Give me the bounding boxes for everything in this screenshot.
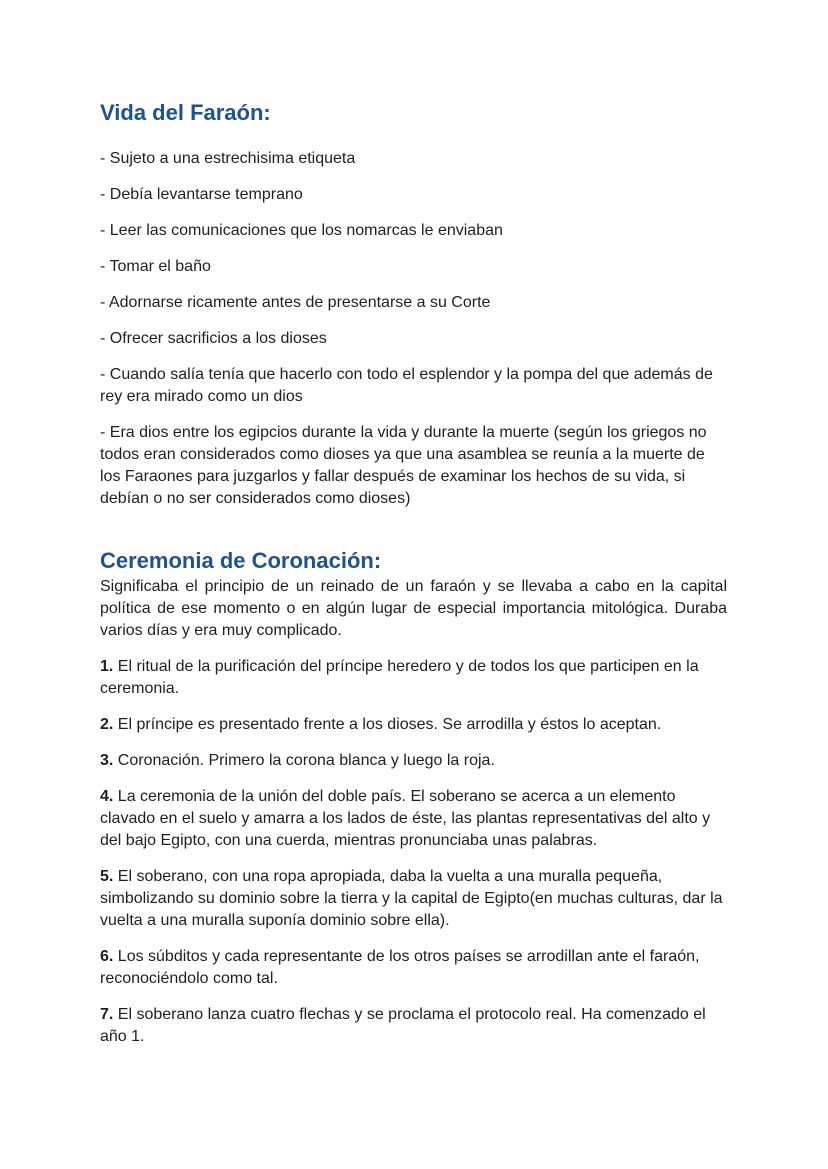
step-item <box>100 866 727 932</box>
step-item <box>100 786 727 852</box>
step-item <box>100 946 727 990</box>
list-item: - Sujeto a una estrechisima etiqueta <box>100 150 356 167</box>
step-number: 3. <box>100 752 114 769</box>
list-item: - Debía levantarse temprano <box>100 186 303 203</box>
list-item: - Cuando salía tenía que hacerlo con todo el esplendor y la pompa del que además de rey era mirado como un dios <box>100 366 713 405</box>
section-vida-del-faraon <box>100 98 727 510</box>
intro-paragraph: Significaba el principio de un reinado de un faraón y se llevaba a cabo en la capital política de ese momento o en algún lugar de especial importancia mitológica. Duraba varios días y era muy complicado. <box>100 578 727 639</box>
step-text: El príncipe es presentado frente a los dioses. Se arrodilla y éstos lo aceptan. <box>113 716 662 733</box>
step-item <box>100 1004 727 1048</box>
list-item: - Era dios entre los egipcios durante la vida y durante la muerte (según los griegos no todos eran considerados como dioses ya que una asamblea se reunía a la muerte de los Faraones para juzgarlos y fallar después de examinar los hechos de su vida, si debían o no ser considerados como dioses) <box>100 424 707 507</box>
step-number: 6. <box>100 948 114 965</box>
step-text: El soberano, con una ropa apropiada, daba la vuelta a una muralla pequeña, simbolizando su dominio sobre la tierra y la capital de Egipto(en muchas culturas, dar la vuelta a una muralla suponía dominio sobre ella). <box>100 868 723 929</box>
section-title: Ceremonia de Coronación: <box>100 548 382 573</box>
step-item <box>100 750 727 772</box>
step-text: La ceremonia de la unión del doble país. El soberano se acerca a un elemento clavado en el suelo y amarra a los lados de éste, las plantas representativas del alto y del bajo Egipto, con una cuerda, mientras pronunciaba unas palabras. <box>100 788 711 849</box>
step-number: 7. <box>100 1006 114 1023</box>
list-item: - Ofrecer sacrificios a los dioses <box>100 330 327 347</box>
step-text: Los súbditos y cada representante de los otros países se arrodillan ante el faraón, reconociéndolo como tal. <box>100 948 700 987</box>
step-item <box>100 656 727 700</box>
list-item: - Leer las comunicaciones que los nomarcas le enviaban <box>100 222 503 239</box>
step-number: 4. <box>100 788 114 805</box>
document-content <box>100 98 727 1062</box>
step-number: 1. <box>100 658 114 675</box>
list-item: - Tomar el baño <box>100 258 211 275</box>
step-text: El soberano lanza cuatro flechas y se proclama el protocolo real. Ha comenzado el año 1. <box>100 1006 706 1045</box>
step-text: Coronación. Primero la corona blanca y luego la roja. <box>113 752 495 769</box>
steps-list <box>100 656 727 1048</box>
step-text: El ritual de la purificación del príncipe heredero y de todos los que participen en la ceremonia. <box>100 658 699 697</box>
section-ceremonia-de-coronacion <box>100 546 727 1048</box>
list-item: - Adornarse ricamente antes de presentarse a su Corte <box>100 294 491 311</box>
step-number: 2. <box>100 716 114 733</box>
step-item <box>100 714 727 736</box>
section-title: Vida del Faraón: <box>100 100 271 125</box>
step-number: 5. <box>100 868 114 885</box>
